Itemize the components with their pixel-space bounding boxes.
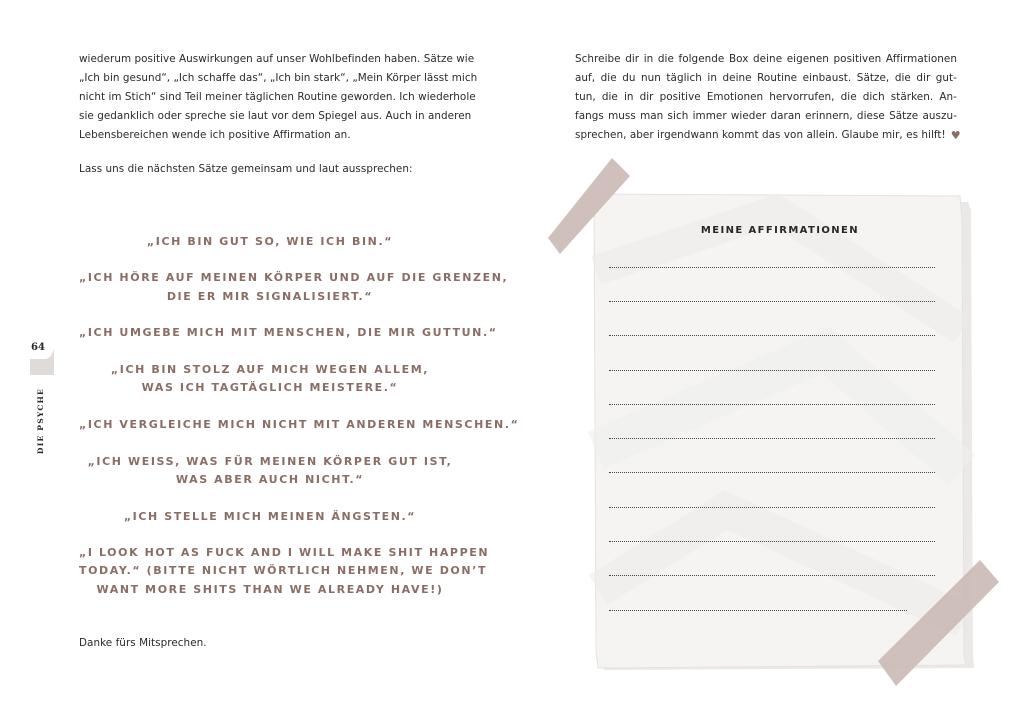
affirmation-line-3[interactable] <box>609 335 935 336</box>
affirmation-line-8[interactable] <box>609 507 935 508</box>
quote-line: WANT MORE SHITS THAN WE ALREADY HAVE!) <box>96 583 444 596</box>
left-paragraph-line: „Ich bin gesund“, „Ich schaffe das“, „Ich bin stark“, „Mein Körper lässt mich <box>79 72 478 84</box>
word: stärken. <box>890 91 934 103</box>
quote-line: „ICH BIN STOLZ AUF MICH WEGEN ALLEM, <box>110 363 430 376</box>
affirmation-line-2[interactable] <box>609 301 935 302</box>
box-title: MEINE AFFIRMATIONEN <box>700 225 860 236</box>
quote-line: „ICH VERGLEICHE MICH NICHT MIT ANDEREN MENSCHEN.“ <box>79 418 520 431</box>
word: erinnern, <box>805 110 853 122</box>
word: die <box>600 72 617 84</box>
right-paragraph <box>575 50 961 145</box>
page-tab-icon <box>28 349 56 375</box>
word: in <box>623 91 634 103</box>
affirmation-line-6[interactable] <box>609 438 935 439</box>
quote-line: „ICH STELLE MICH MEINEN ÄNGSTEN.“ <box>123 510 417 523</box>
word: immer <box>692 110 727 122</box>
quote-line: WAS ICH TAGTÄGLICH MEISTERE.“ <box>141 381 399 394</box>
word: hervorrufen, <box>769 91 835 103</box>
word: fangs <box>575 110 604 122</box>
right-paragraph-line <box>575 107 957 126</box>
word: An- <box>939 91 957 103</box>
quote-line: „ICH WEISS, WAS FÜR MEINEN KÖRPER GUT IST, <box>87 455 453 468</box>
word: Affirmationen <box>885 53 957 65</box>
left-paragraph-line: sie gedanklich oder spreche sie laut vor dem Spiegel aus. Auch in anderen <box>79 110 472 122</box>
word: nun <box>640 72 661 84</box>
word: die <box>601 91 618 103</box>
word: auszu- <box>922 110 957 122</box>
quote-line: DIE ER MIR SIGNALISIERT.“ <box>166 290 374 303</box>
heart-icon: ♥ <box>950 129 961 142</box>
word: tun, <box>575 91 596 103</box>
left-paragraph-line: nicht im Stich“ sind Teil meiner täglichen Routine geworden. Ich wiederhole <box>79 91 476 103</box>
word: gut- <box>935 72 957 84</box>
word: täglich <box>666 72 702 84</box>
word: einbaust. <box>802 72 852 84</box>
word: Routine <box>757 72 798 84</box>
affirmation-line-1[interactable] <box>609 267 935 268</box>
word: die <box>657 53 674 65</box>
word: sich <box>667 110 689 122</box>
word: Box <box>728 53 749 65</box>
word: positive <box>659 91 701 103</box>
left-paragraph-line: wiederum positive Auswirkungen auf unser Wohlbefinden haben. Sätze wie <box>79 53 475 65</box>
line-text: sprechen, aber irgendwann kommt das von allein. Glaube mir, es hilft! <box>575 129 946 141</box>
closing-text: Danke fürs Mitsprechen. <box>79 637 207 649</box>
word: deine <box>753 53 783 65</box>
intro-text: Lass uns die nächsten Sätze gemeinsam und laut aussprechen: <box>79 163 413 175</box>
word: dir <box>625 53 640 65</box>
word: wieder <box>730 110 767 122</box>
word: dir <box>639 91 654 103</box>
word: eigenen <box>786 53 829 65</box>
right-paragraph-line <box>575 69 957 88</box>
word: in <box>643 53 654 65</box>
right-paragraph-line <box>575 50 957 69</box>
word: die <box>840 91 857 103</box>
quote-line: „ICH BIN GUT SO, WIE ICH BIN.“ <box>146 235 394 248</box>
word: man <box>640 110 664 122</box>
quote-line: „ICH HÖRE AUF MEINEN KÖRPER UND AUF DIE GRENZEN, <box>79 271 509 284</box>
page-number: 64 <box>31 342 45 353</box>
quote-line: „ICH UMGEBE MICH MIT MENSCHEN, DIE MIR GUTTUN.“ <box>79 326 498 339</box>
quote-line: WAS ABER AUCH NICHT.“ <box>175 473 365 486</box>
word: du <box>622 72 636 84</box>
word: auf, <box>575 72 596 84</box>
word: folgende <box>678 53 725 65</box>
affirmation-line-4[interactable] <box>609 370 935 371</box>
right-paragraph-line <box>575 88 957 107</box>
word: muss <box>608 110 636 122</box>
right-paragraph-line <box>575 126 961 145</box>
section-label: DIE PSYCHE <box>36 388 45 455</box>
word: diese <box>856 110 885 122</box>
affirmation-line-10[interactable] <box>609 575 935 576</box>
word: in <box>707 72 717 84</box>
word: daran <box>770 110 801 122</box>
word: dir <box>916 72 931 84</box>
word: positiven <box>833 53 882 65</box>
affirmation-line-7[interactable] <box>609 472 935 473</box>
word: dich <box>862 91 885 103</box>
affirmation-line-5[interactable] <box>609 404 935 405</box>
affirmation-line-11[interactable] <box>609 610 907 611</box>
affirmation-line-9[interactable] <box>609 541 935 542</box>
word: Sätze <box>889 110 919 122</box>
quote-line: „I LOOK HOT AS FUCK AND I WILL MAKE SHIT HAPPEN <box>79 546 490 559</box>
word: Emotionen <box>706 91 764 103</box>
word: die <box>894 72 911 84</box>
word: Sätze, <box>856 72 890 84</box>
word: deine <box>722 72 752 84</box>
right-page <box>510 0 1020 724</box>
quote-line: TODAY.“ (BITTE NICHT WÖRTLICH NEHMEN, WE DON’T <box>79 564 488 577</box>
left-paragraph-line: Lebensbereichen wende ich positive Affirmation an. <box>79 129 351 141</box>
left-paragraph <box>79 50 478 145</box>
word: Schreibe <box>575 53 621 65</box>
